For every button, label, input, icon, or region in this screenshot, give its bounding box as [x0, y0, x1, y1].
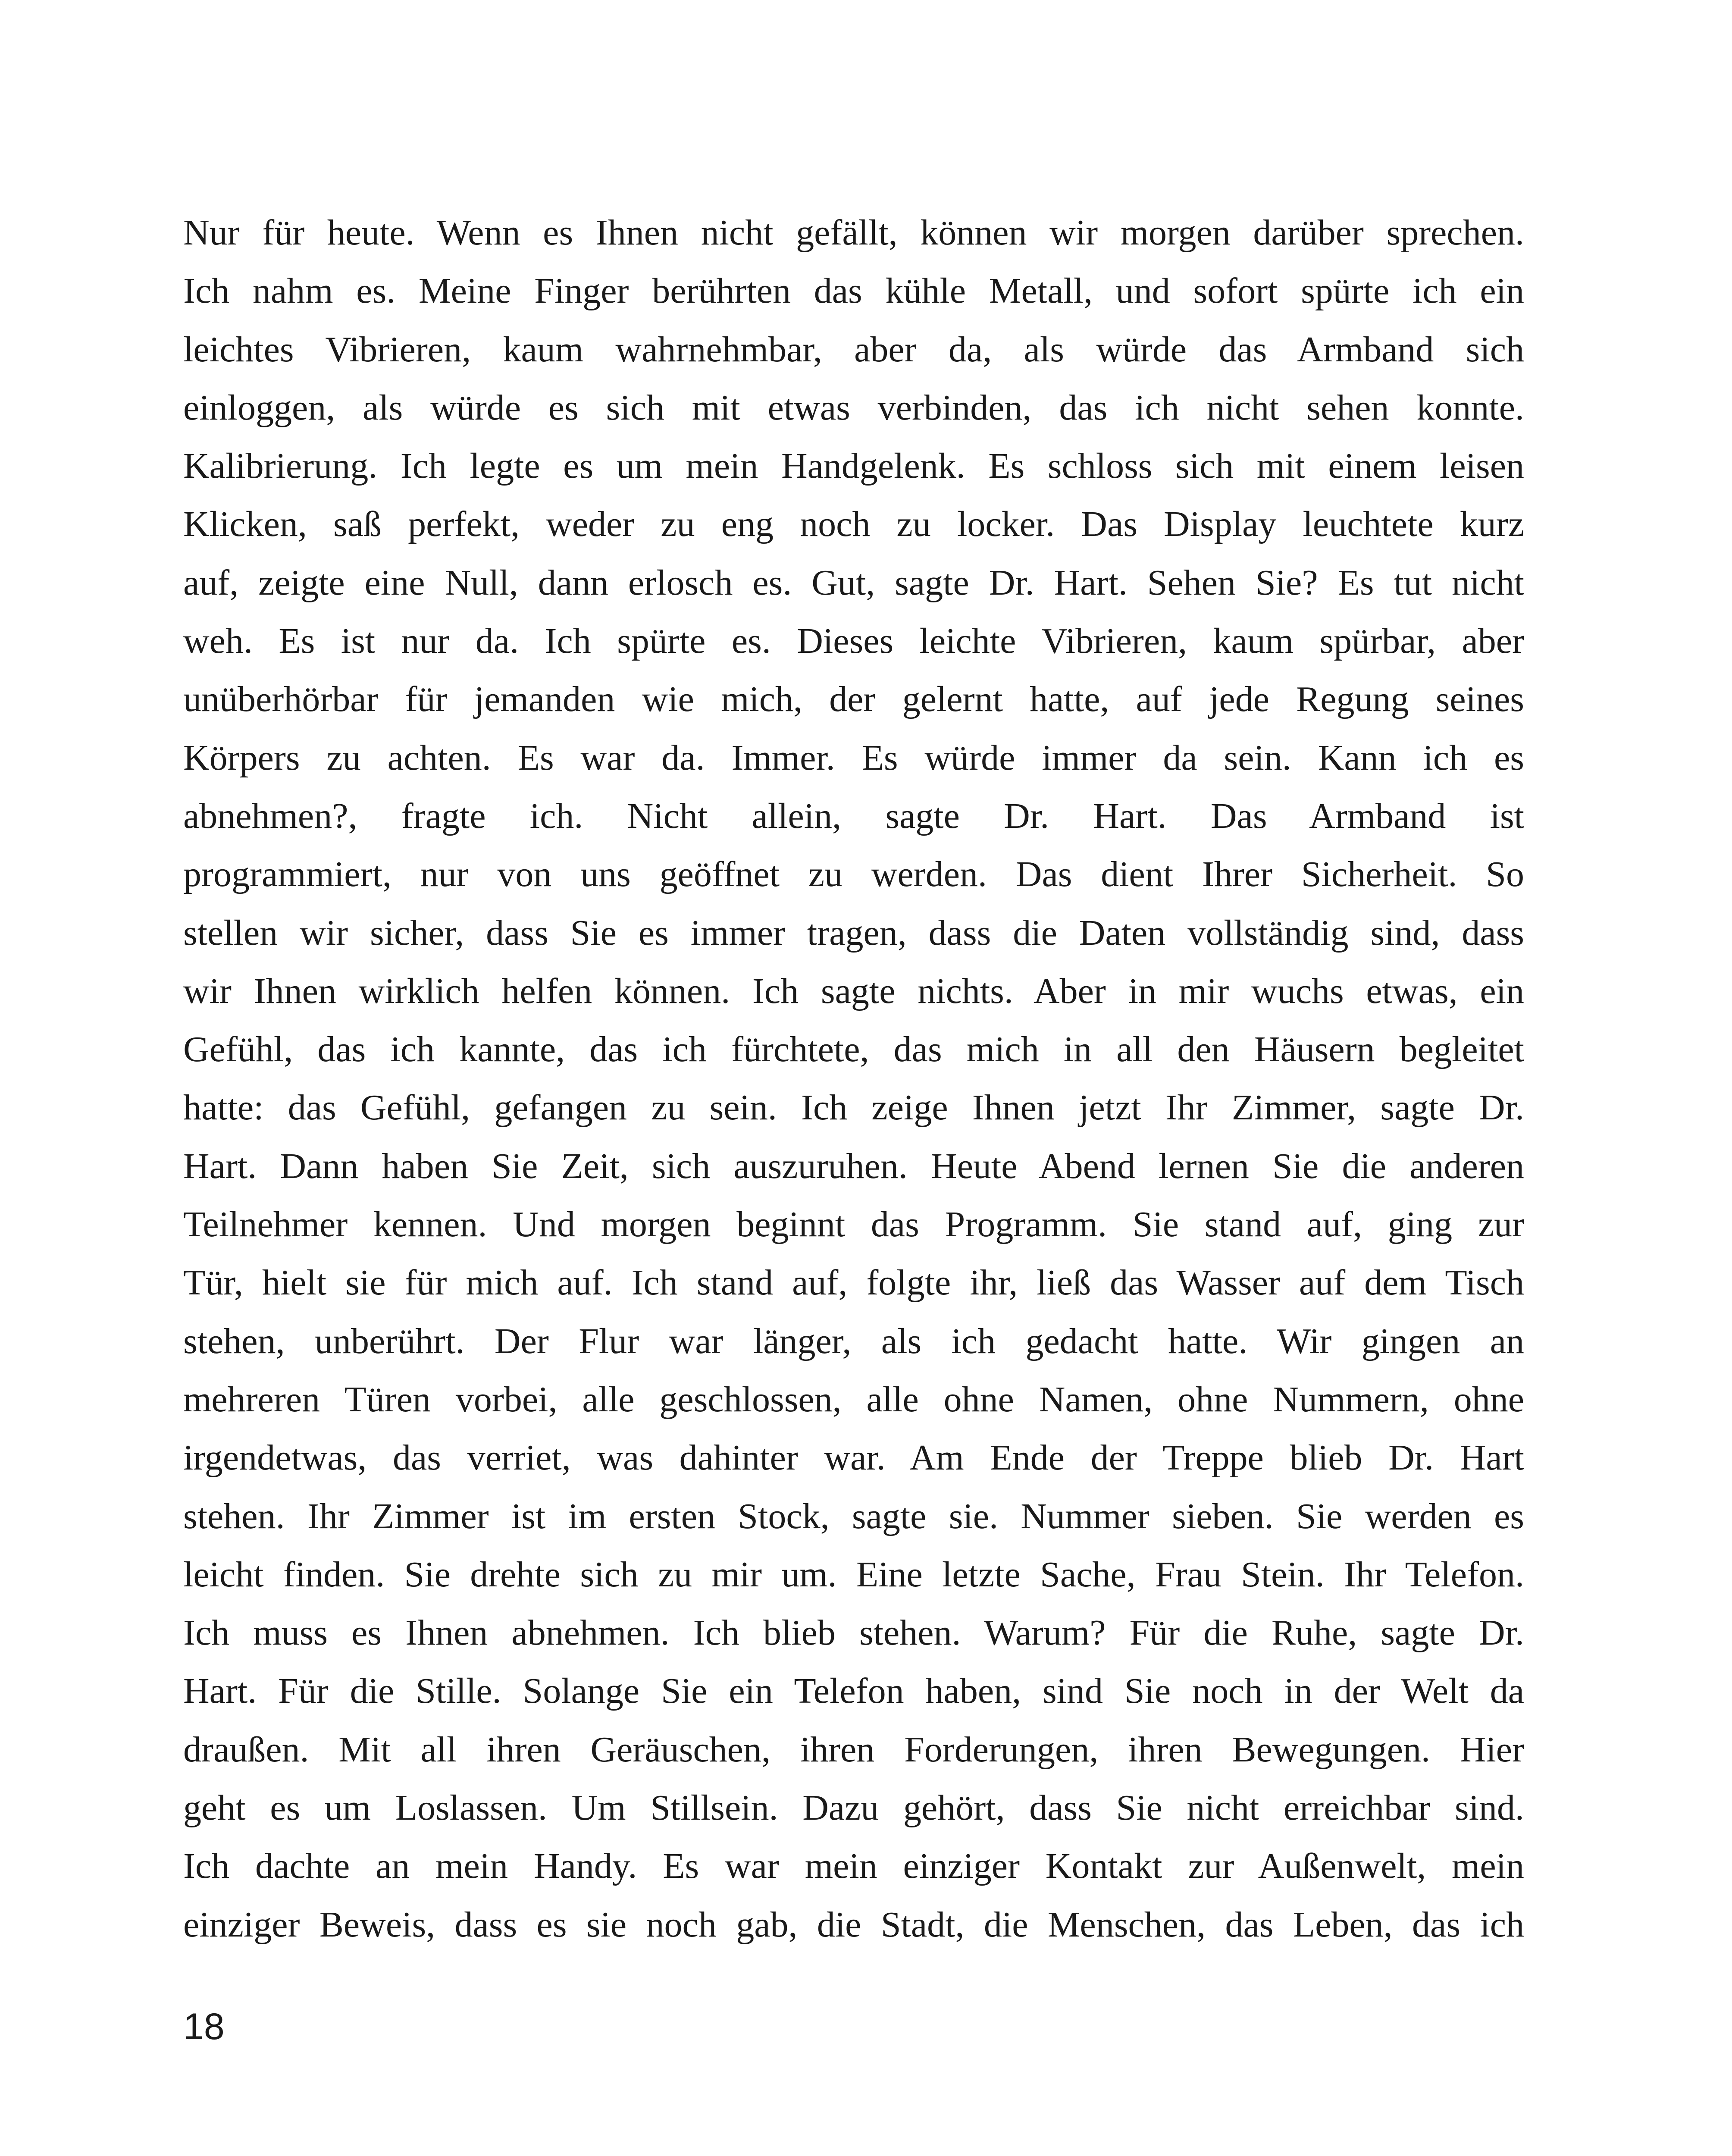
- text-line: Gefühl, das ich kannte, das ich fürchtete, das mich in all den Häusern begleitet: [183, 1029, 1524, 1070]
- text-line: Nur für heute. Wenn es Ihnen nicht gefällt, können wir morgen darüber sprechen.: [183, 213, 1524, 253]
- text-line: Ich dachte an mein Handy. Es war mein einziger Kontakt zur Außenwelt, mein: [183, 1846, 1524, 1887]
- text-line: Klicken, saß perfekt, weder zu eng noch zu locker. Das Display leuchtete kurz: [183, 504, 1524, 545]
- body-text: [183, 204, 1524, 1954]
- text-line: Hart. Dann haben Sie Zeit, sich auszuruhen. Heute Abend lernen Sie die anderen: [183, 1146, 1524, 1186]
- text-line: draußen. Mit all ihren Geräuschen, ihren Forderungen, ihren Bewegungen. Hier: [183, 1729, 1524, 1770]
- text-line: Ich muss es Ihnen abnehmen. Ich blieb stehen. Warum? Für die Ruhe, sagte Dr.: [183, 1613, 1524, 1653]
- text-line: geht es um Loslassen. Um Stillsein. Dazu gehört, dass Sie nicht erreichbar sind.: [183, 1788, 1524, 1828]
- text-line: irgendetwas, das verriet, was dahinter war. Am Ende der Treppe blieb Dr. Hart: [183, 1438, 1524, 1478]
- text-line: stellen wir sicher, dass Sie es immer tragen, dass die Daten vollständig sind, dass: [183, 912, 1524, 953]
- text-line: Teilnehmer kennen. Und morgen beginnt das Programm. Sie stand auf, ging zur: [183, 1204, 1524, 1245]
- text-line: einloggen, als würde es sich mit etwas verbinden, das ich nicht sehen konnte.: [183, 387, 1524, 428]
- text-line: einziger Beweis, dass es sie noch gab, die Stadt, die Menschen, das Leben, das ich: [183, 1904, 1524, 1945]
- text-line: leicht finden. Sie drehte sich zu mir um. Eine letzte Sache, Frau Stein. Ihr Telefon.: [183, 1554, 1524, 1595]
- text-line: Körpers zu achten. Es war da. Immer. Es würde immer da sein. Kann ich es: [183, 737, 1524, 778]
- text-line: auf, zeigte eine Null, dann erlosch es. Gut, sagte Dr. Hart. Sehen Sie? Es tut nicht: [183, 562, 1524, 603]
- text-line: leichtes Vibrieren, kaum wahrnehmbar, aber da, als würde das Armband sich: [183, 329, 1524, 370]
- text-line: Hart. Für die Stille. Solange Sie ein Telefon haben, sind Sie noch in der Welt da: [183, 1671, 1524, 1711]
- text-line: unüberhörbar für jemanden wie mich, der gelernt hatte, auf jede Regung seines: [183, 679, 1524, 720]
- text-line: Kalibrierung. Ich legte es um mein Handgelenk. Es schloss sich mit einem leisen: [183, 446, 1524, 486]
- text-line: abnehmen?, fragte ich. Nicht allein, sagte Dr. Hart. Das Armband ist: [183, 796, 1524, 836]
- text-line: hatte: das Gefühl, gefangen zu sein. Ich zeige Ihnen jetzt Ihr Zimmer, sagte Dr.: [183, 1087, 1524, 1128]
- text-line: wir Ihnen wirklich helfen können. Ich sagte nichts. Aber in mir wuchs etwas, ein: [183, 971, 1524, 1011]
- text-line: Ich nahm es. Meine Finger berührten das kühle Metall, und sofort spürte ich ein: [183, 271, 1524, 311]
- text-line: Tür, hielt sie für mich auf. Ich stand auf, folgte ihr, ließ das Wasser auf dem Tisch: [183, 1263, 1524, 1303]
- text-line: weh. Es ist nur da. Ich spürte es. Dieses leichte Vibrieren, kaum spürbar, aber: [183, 621, 1524, 661]
- text-line: stehen. Ihr Zimmer ist im ersten Stock, sagte sie. Nummer sieben. Sie werden es: [183, 1496, 1524, 1536]
- text-line: mehreren Türen vorbei, alle geschlossen, alle ohne Namen, ohne Nummern, ohne: [183, 1379, 1524, 1420]
- page-number: 18: [183, 2006, 225, 2047]
- text-line: stehen, unberührt. Der Flur war länger, als ich gedacht hatte. Wir gingen an: [183, 1321, 1524, 1361]
- text-line: programmiert, nur von uns geöffnet zu werden. Das dient Ihrer Sicherheit. So: [183, 854, 1524, 895]
